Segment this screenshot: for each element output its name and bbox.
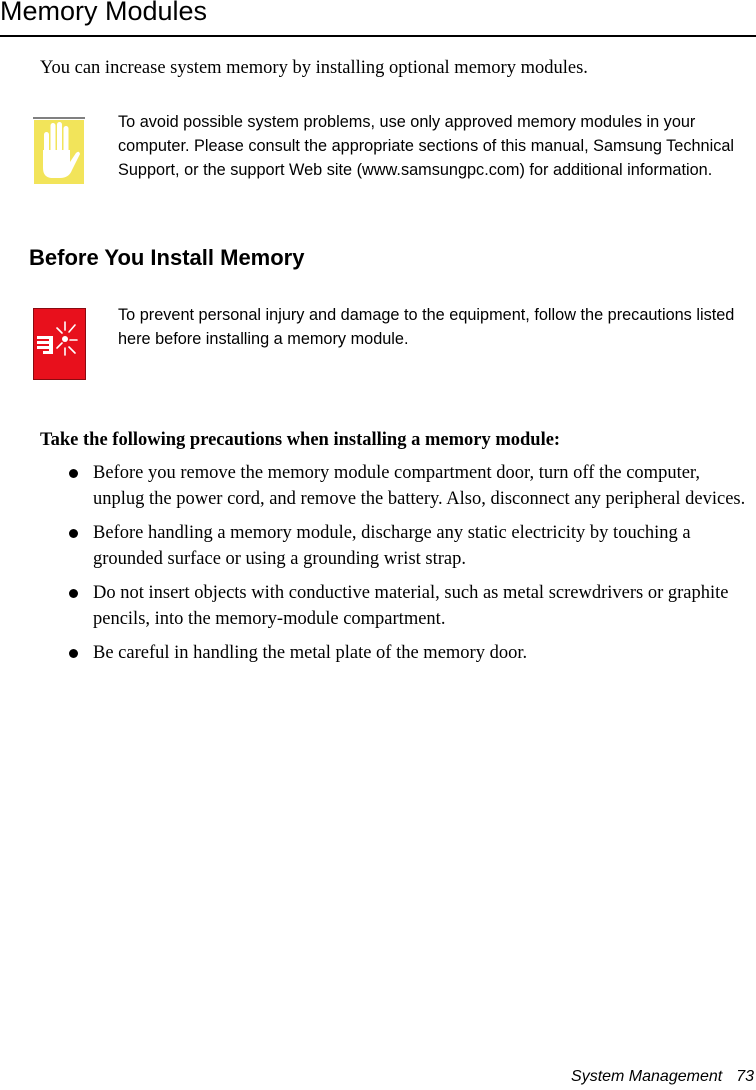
list-item-text: Do not insert objects with conductive material, such as metal screwdrivers or graphite pencils, into the memory-module compartment.: [93, 583, 729, 629]
list-item: [0, 641, 756, 667]
list-item-text: Before you remove the memory module compartment door, turn off the computer, unplug the power cord, and remove the battery. Also, disconnect any peripheral devices.: [93, 463, 746, 509]
electric-hazard-icon: [33, 308, 86, 380]
note-text: To avoid possible system problems, use only approved memory modules in your computer. Please consult the appropriate sections of this manual, Samsung Technical Support, or the support Web site (www.samsungpc.com) for additional information.: [118, 113, 735, 179]
page-title: Memory Modules: [0, 0, 208, 26]
list-item: [0, 521, 756, 572]
precautions-lead: Take the following precautions when installing a memory module:: [40, 430, 561, 450]
stop-hand-icon: [33, 114, 85, 186]
section-heading: Before You Install Memory: [29, 245, 305, 270]
title-rule: [0, 35, 756, 37]
precautions-list: [0, 461, 756, 676]
warning-text: To prevent personal injury and damage to the equipment, follow the precautions listed here before installing a memory module.: [118, 306, 735, 348]
page-number: 73: [736, 1068, 754, 1085]
bullet-icon: [69, 529, 78, 538]
bullet-icon: [69, 469, 78, 478]
list-item: [0, 461, 756, 512]
bullet-icon: [69, 589, 78, 598]
page-footer: [571, 1067, 754, 1087]
list-item: [0, 581, 756, 632]
intro-text: You can increase system memory by installing optional memory modules.: [40, 58, 588, 78]
footer-section-name: System Management: [571, 1068, 723, 1085]
list-item-text: Before handling a memory module, discharge any static electricity by touching a grounded surface or using a grounding wrist strap.: [93, 523, 691, 569]
bullet-icon: [69, 649, 78, 658]
list-item-text: Be careful in handling the metal plate of the memory door.: [93, 643, 528, 663]
